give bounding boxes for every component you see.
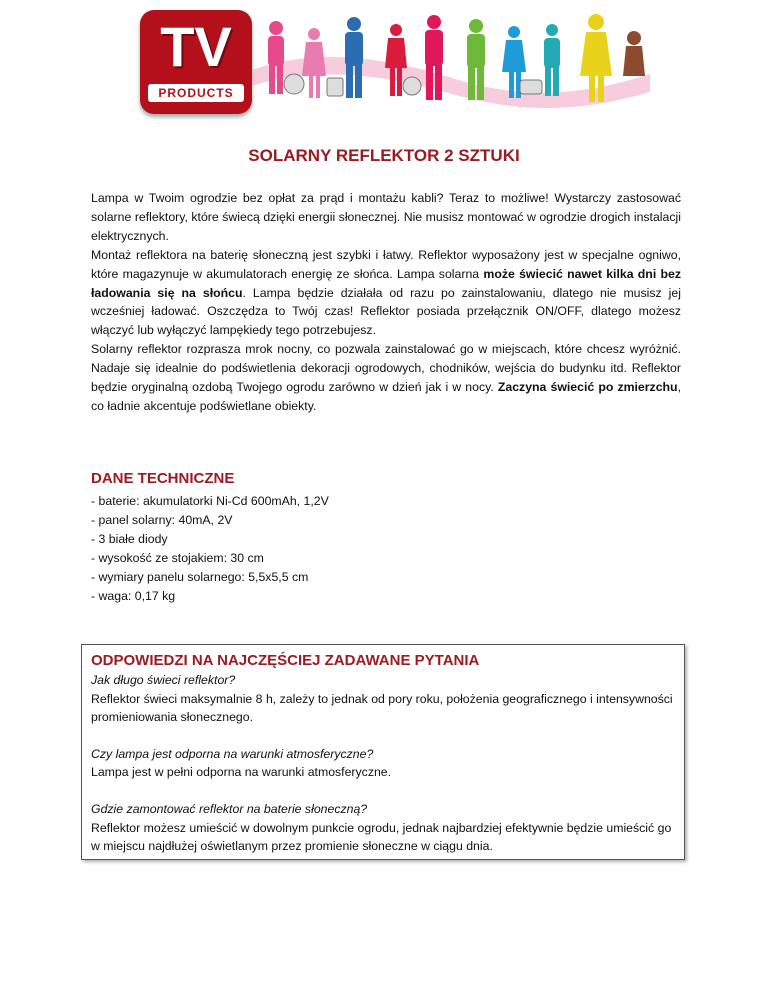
intro-paragraph-1: Lampa w Twoim ogrodzie bez opłat za prąd i montażu kabli? Teraz to możliwe! Wystarczy zastosować solarne reflektory, które świecą dzięki energii słonecznej. Nie musisz montować w ogrodzie drogich instalacji elektrycznych.: [91, 191, 681, 243]
intro-paragraph-2-text-b: . Lampa będzie działała od razu po zainstalowaniu, dlatego nie musisz jej wcześniej ładować. Oszczędza to Twój czas! Reflektor posiada przełącznik ON/OFF, dlatego możesz włączyć lub wyłączyć lampękiedy tego potrzebujesz.: [91, 285, 681, 338]
specs-heading: DANE TECHNICZNE: [91, 470, 235, 487]
header-banner: [140, 8, 650, 116]
spec-item: - 3 białe diody: [91, 531, 168, 546]
intro-paragraph-3-text-b: , co ładnie akcentuje podświetlane obiekty.: [91, 380, 681, 413]
faq-answer: Lampa jest w pełni odporna na warunki atmosferyczne.: [91, 765, 392, 780]
intro-paragraph-3-text-a: Solarny reflektor rozprasza mrok nocny, co pozwala zainstalować go w miejscach, które chcesz wyróżnić. Nadaje się idealnie do podświetlenia dekoracji ogrodowych, chodników, wejścia do budynku itd. Reflektor będzie oryginalną ozdobą Twojego ogrodu zarówno w dzień jak i w nocy.: [91, 342, 681, 395]
faq-question: Jak długo świeci reflektor?: [91, 673, 236, 687]
people-silhouettes-illustration: [252, 8, 650, 116]
page-title: SOLARNY REFLEKTOR 2 SZTUKI: [248, 146, 520, 165]
intro-paragraph-3-bold: Zaczyna świecić po zmierzchu: [497, 380, 678, 395]
faq-answer: Reflektor świeci maksymalnie 8 h, zależy to jednak od pory roku, położenia geograficznego i intensywności promieniowania słonecznego.: [91, 691, 673, 725]
faq-question: Czy lampa jest odporna na warunki atmosferyczne?: [91, 746, 374, 761]
intro-paragraph-2-text-a: Montaż reflektora na baterię słoneczną jest szybki i łatwy. Reflektor wyposażony jest w specjalne ogniwo, które magazynuje w akumulatorach energię ze słońca. Lampa solarna: [91, 247, 681, 281]
product-description: [91, 189, 681, 416]
faq-question: Gdzie zamontować reflektor na baterie słoneczną?: [91, 801, 368, 816]
spec-item: - baterie: akumulatorki Ni-Cd 600mAh, 1,2V: [91, 494, 329, 508]
intro-paragraph-3: [91, 340, 681, 416]
intro-paragraph-2-bold: może świecić nawet kilka dni bez ładowania się na słońcu: [91, 266, 681, 300]
spec-item: - waga: 0,17 kg: [91, 588, 176, 603]
faq-heading: ODPOWIEDZI NA NAJCZĘŚCIEJ ZADAWANE PYTANIA: [91, 652, 480, 669]
intro-paragraph-2: [91, 246, 681, 341]
logo-products-text: PRODUCTS: [148, 84, 244, 102]
faq-answer: Reflektor możesz umieścić w dowolnym punkcie ogrodu, jednak najbardziej efektywnie będzie umieścić go w miejscu najdłużej oświetlanym przez promienie słoneczne w ciągu dnia.: [91, 820, 672, 854]
tv-products-logo: [140, 10, 252, 114]
spec-item: - wymiary panelu solarnego: 5,5x5,5 cm: [91, 569, 309, 584]
specs-list: [91, 492, 681, 605]
spec-item: - wysokość ze stojakiem: 30 cm: [91, 550, 264, 565]
faq-box: [81, 644, 685, 860]
logo-tv-text: TV: [160, 15, 232, 78]
spec-item: - panel solarny: 40mA, 2V: [91, 512, 233, 527]
